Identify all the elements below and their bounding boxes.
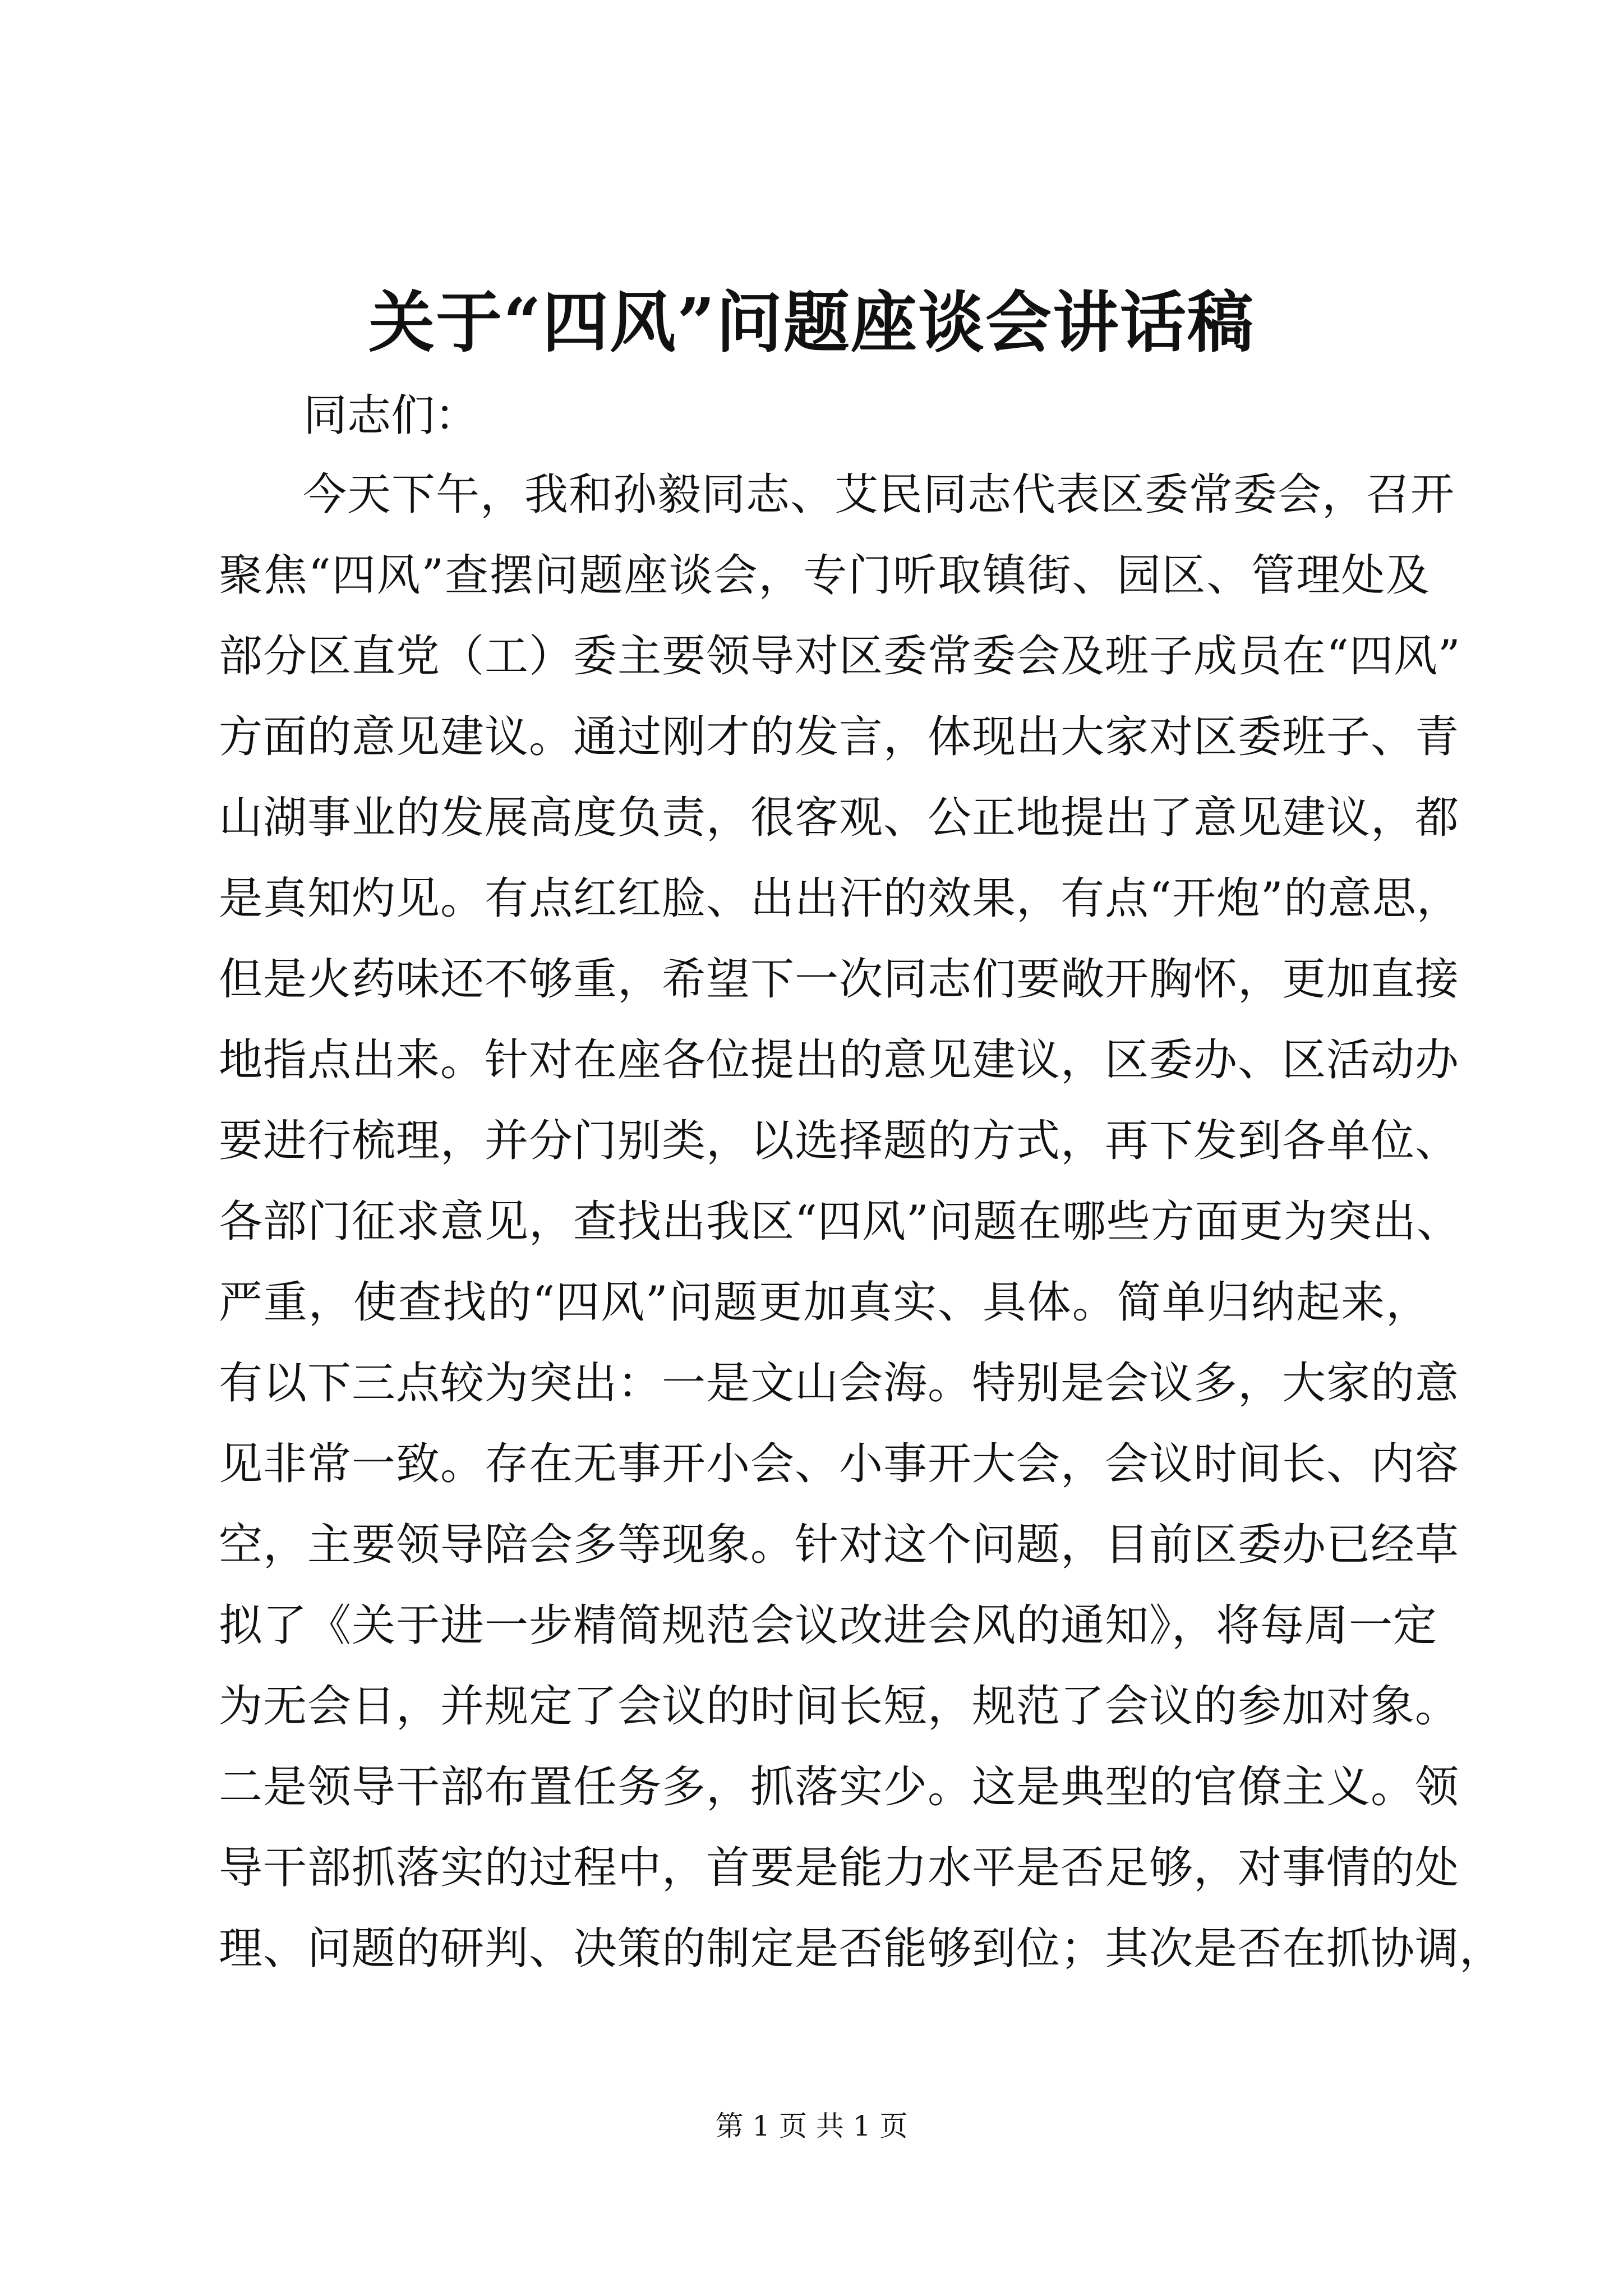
paragraph-line: 聚焦“四风”查摆问题座谈会，专门听取镇街、园区、管理处及: [219, 550, 1430, 601]
paragraph-line: 但是火药味还不够重，希望下一次同志们要敞开胸怀，更加直接: [219, 954, 1460, 1005]
document-title: 关于“四风”问题座谈会讲话稿: [368, 283, 1255, 361]
paragraph-line: 部分区直党（工）委主要领导对区委常委会及班子成员在“四风”: [219, 631, 1461, 682]
page-number-footer: 第 1 页 共 1 页: [715, 2110, 908, 2142]
paragraph-line: 要进行梳理，并分门别类，以选择题的方式，再下发到各单位、: [219, 1116, 1460, 1166]
paragraph-line: 空，主要领导陪会多等现象。针对这个问题，目前区委办已经草: [219, 1520, 1460, 1570]
paragraph-line: 是真知灼见。有点红红脸、出出汗的效果，有点“开炮”的意思，: [219, 873, 1461, 924]
paragraph-line: 有以下三点较为突出：一是文山会海。特别是会议多，大家的意: [219, 1358, 1460, 1409]
paragraph-line: 严重，使查找的“四风”问题更加真实、具体。简单归纳起来，: [219, 1277, 1430, 1328]
paragraph-line: 导干部抓落实的过程中，首要是能力水平是否足够，对事情的处: [219, 1843, 1460, 1893]
paragraph-line: 山湖事业的发展高度负责，很客观、公正地提出了意见建议，都: [219, 793, 1460, 843]
paragraph-line: 方面的意见建议。通过刚才的发言，体现出大家对区委班子、青: [219, 712, 1460, 762]
paragraph-line: 理、问题的研判、决策的制定是否能够到位；其次是否在抓协调，: [219, 1924, 1504, 1974]
paragraph-line: 为无会日，并规定了会议的时间长短，规范了会议的参加对象。: [219, 1681, 1460, 1732]
paragraph-line: 拟了《关于进一步精简规范会议改进会风的通知》，将每周一定: [219, 1600, 1438, 1651]
paragraph-line: 地指点出来。针对在座各位提出的意见建议，区委办、区活动办: [219, 1035, 1460, 1085]
paragraph-line: 二是领导干部布置任务多，抓落实少。这是典型的官僚主义。领: [219, 1762, 1460, 1812]
paragraph-line: 今天下午，我和孙毅同志、艾民同志代表区委常委会，召开: [303, 470, 1455, 520]
salutation: 同志们：: [303, 390, 479, 441]
paragraph-line: 见非常一致。存在无事开小会、小事开大会，会议时间长、内容: [219, 1439, 1460, 1489]
body-paragraph: [219, 454, 1504, 1989]
paragraph-line: 各部门征求意见，查找出我区“四风”问题在哪些方面更为突出、: [219, 1197, 1461, 1247]
